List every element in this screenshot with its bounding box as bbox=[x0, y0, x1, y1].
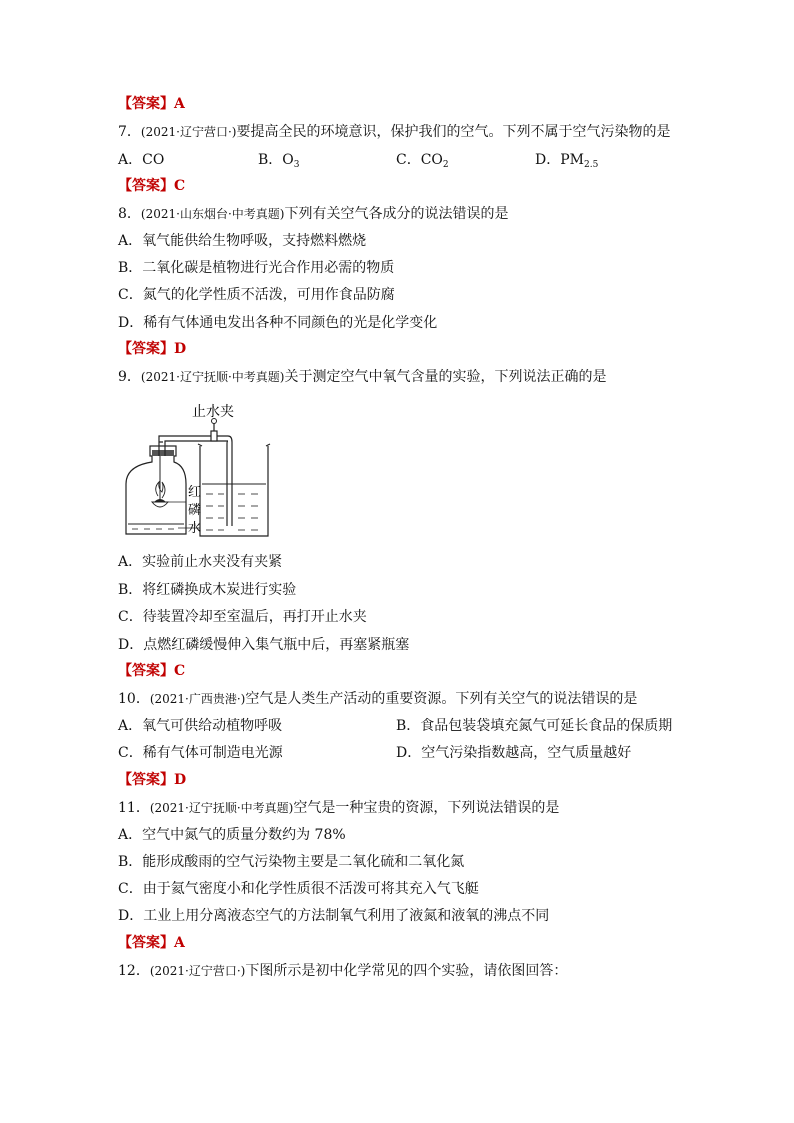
answer-value: A bbox=[174, 935, 185, 951]
question-text: 下列有关空气各成分的说法错误的是 bbox=[284, 206, 509, 222]
question-source: (2021·广西贵港·) bbox=[149, 692, 246, 706]
option-b: B．能形成酸雨的空气污染物主要是二氧化硫和二氧化氮 bbox=[118, 854, 465, 870]
option-a: A．空气中氮气的质量分数约为 78% bbox=[118, 827, 346, 843]
question-number: 7． bbox=[118, 124, 141, 140]
question-number: 12． bbox=[118, 963, 150, 979]
option-d: D．工业上用分离液态空气的方法制氧气利用了液氮和液氧的沸点不同 bbox=[118, 908, 550, 924]
answer-line: 【答案】D bbox=[118, 772, 187, 788]
question-text: 关于测定空气中氧气含量的实验，下列说法正确的是 bbox=[284, 369, 607, 385]
answer-line: 【答案】C bbox=[118, 663, 186, 679]
question-11-stem bbox=[118, 799, 559, 817]
clamp-label: 止水夹 bbox=[192, 404, 234, 420]
question-text: 下图所示是初中化学常见的四个实验，请依图回答： bbox=[245, 963, 568, 979]
answer-value: A bbox=[174, 96, 185, 112]
oxygen-experiment-figure bbox=[118, 398, 278, 538]
answer-value: D bbox=[174, 341, 187, 357]
option-d: D．点燃红磷缓慢伸入集气瓶中后，再塞紧瓶塞 bbox=[118, 637, 410, 653]
option-b: B．食品包装袋填充氮气可延长食品的保质期 bbox=[396, 718, 673, 734]
option-d: D．稀有气体通电发出各种不同颜色的光是化学变化 bbox=[118, 315, 438, 331]
question-7-stem bbox=[118, 123, 670, 141]
question-number: 10． bbox=[118, 691, 150, 707]
answer-value: C bbox=[174, 663, 186, 679]
option-b: B．将红磷换成木炭进行实验 bbox=[118, 582, 297, 598]
answer-value: C bbox=[174, 178, 186, 194]
option-d: D．空气污染指数越高，空气质量越好 bbox=[396, 745, 632, 761]
question-number: 11． bbox=[118, 800, 150, 816]
answer-line: 【答案】A bbox=[118, 935, 185, 951]
question-number: 8． bbox=[118, 206, 141, 222]
option-b: B．$O_3$ bbox=[258, 152, 300, 170]
water-label: 水 bbox=[188, 521, 202, 536]
answer-line: 【答案】D bbox=[118, 341, 187, 357]
question-source: (2021·辽宁营口·) bbox=[140, 125, 237, 139]
option-c: C．由于氦气密度小和化学性质很不活泼可将其充入气飞艇 bbox=[118, 881, 479, 897]
answer-value: D bbox=[174, 772, 187, 788]
question-text: 空气是一种宝贵的资源，下列说法错误的是 bbox=[293, 800, 560, 816]
red-phosphorus-label-2: 磷 bbox=[188, 503, 202, 518]
option-c: C．$CO_2$ bbox=[396, 152, 449, 170]
question-12-stem bbox=[118, 962, 567, 980]
question-source: (2021·辽宁抚顺·中考真题) bbox=[140, 370, 285, 384]
question-8-stem bbox=[118, 205, 508, 223]
option-c: C．稀有气体可制造电光源 bbox=[118, 745, 283, 761]
question-text: 空气是人类生产活动的重要资源。下列有关空气的说法错误的是 bbox=[245, 691, 638, 707]
answer-prefix: 【答案】 bbox=[118, 96, 174, 112]
red-phosphorus-label-1: 红 bbox=[188, 485, 202, 500]
option-a: A．实验前止水夹没有夹紧 bbox=[118, 554, 283, 570]
option-a: A．氧气能供给生物呼吸，支持燃料燃烧 bbox=[118, 233, 367, 249]
answer-line: 【答案】C bbox=[118, 178, 186, 194]
option-a: A．CO bbox=[118, 152, 165, 168]
option-b: B．二氧化碳是植物进行光合作用必需的物质 bbox=[118, 260, 395, 276]
option-d: D．$PM_{2.5}$ bbox=[535, 152, 599, 170]
question-source: (2021·辽宁抚顺·中考真题) bbox=[149, 801, 294, 815]
question-text: 要提高全民的环境意识，保护我们的空气。下列不属于空气污染物的是 bbox=[236, 124, 671, 140]
option-c: C．待装置冷却至室温后，再打开止水夹 bbox=[118, 609, 367, 625]
question-source: (2021·辽宁营口·) bbox=[149, 964, 246, 978]
question-source: (2021·山东烟台·中考真题) bbox=[140, 207, 285, 221]
option-a: A．氧气可供给动植物呼吸 bbox=[118, 718, 283, 734]
option-c: C．氮气的化学性质不活泼，可用作食品防腐 bbox=[118, 287, 395, 303]
question-number: 9． bbox=[118, 369, 141, 385]
question-9-stem bbox=[118, 368, 606, 386]
question-10-stem bbox=[118, 690, 637, 708]
answer-line bbox=[118, 95, 185, 113]
